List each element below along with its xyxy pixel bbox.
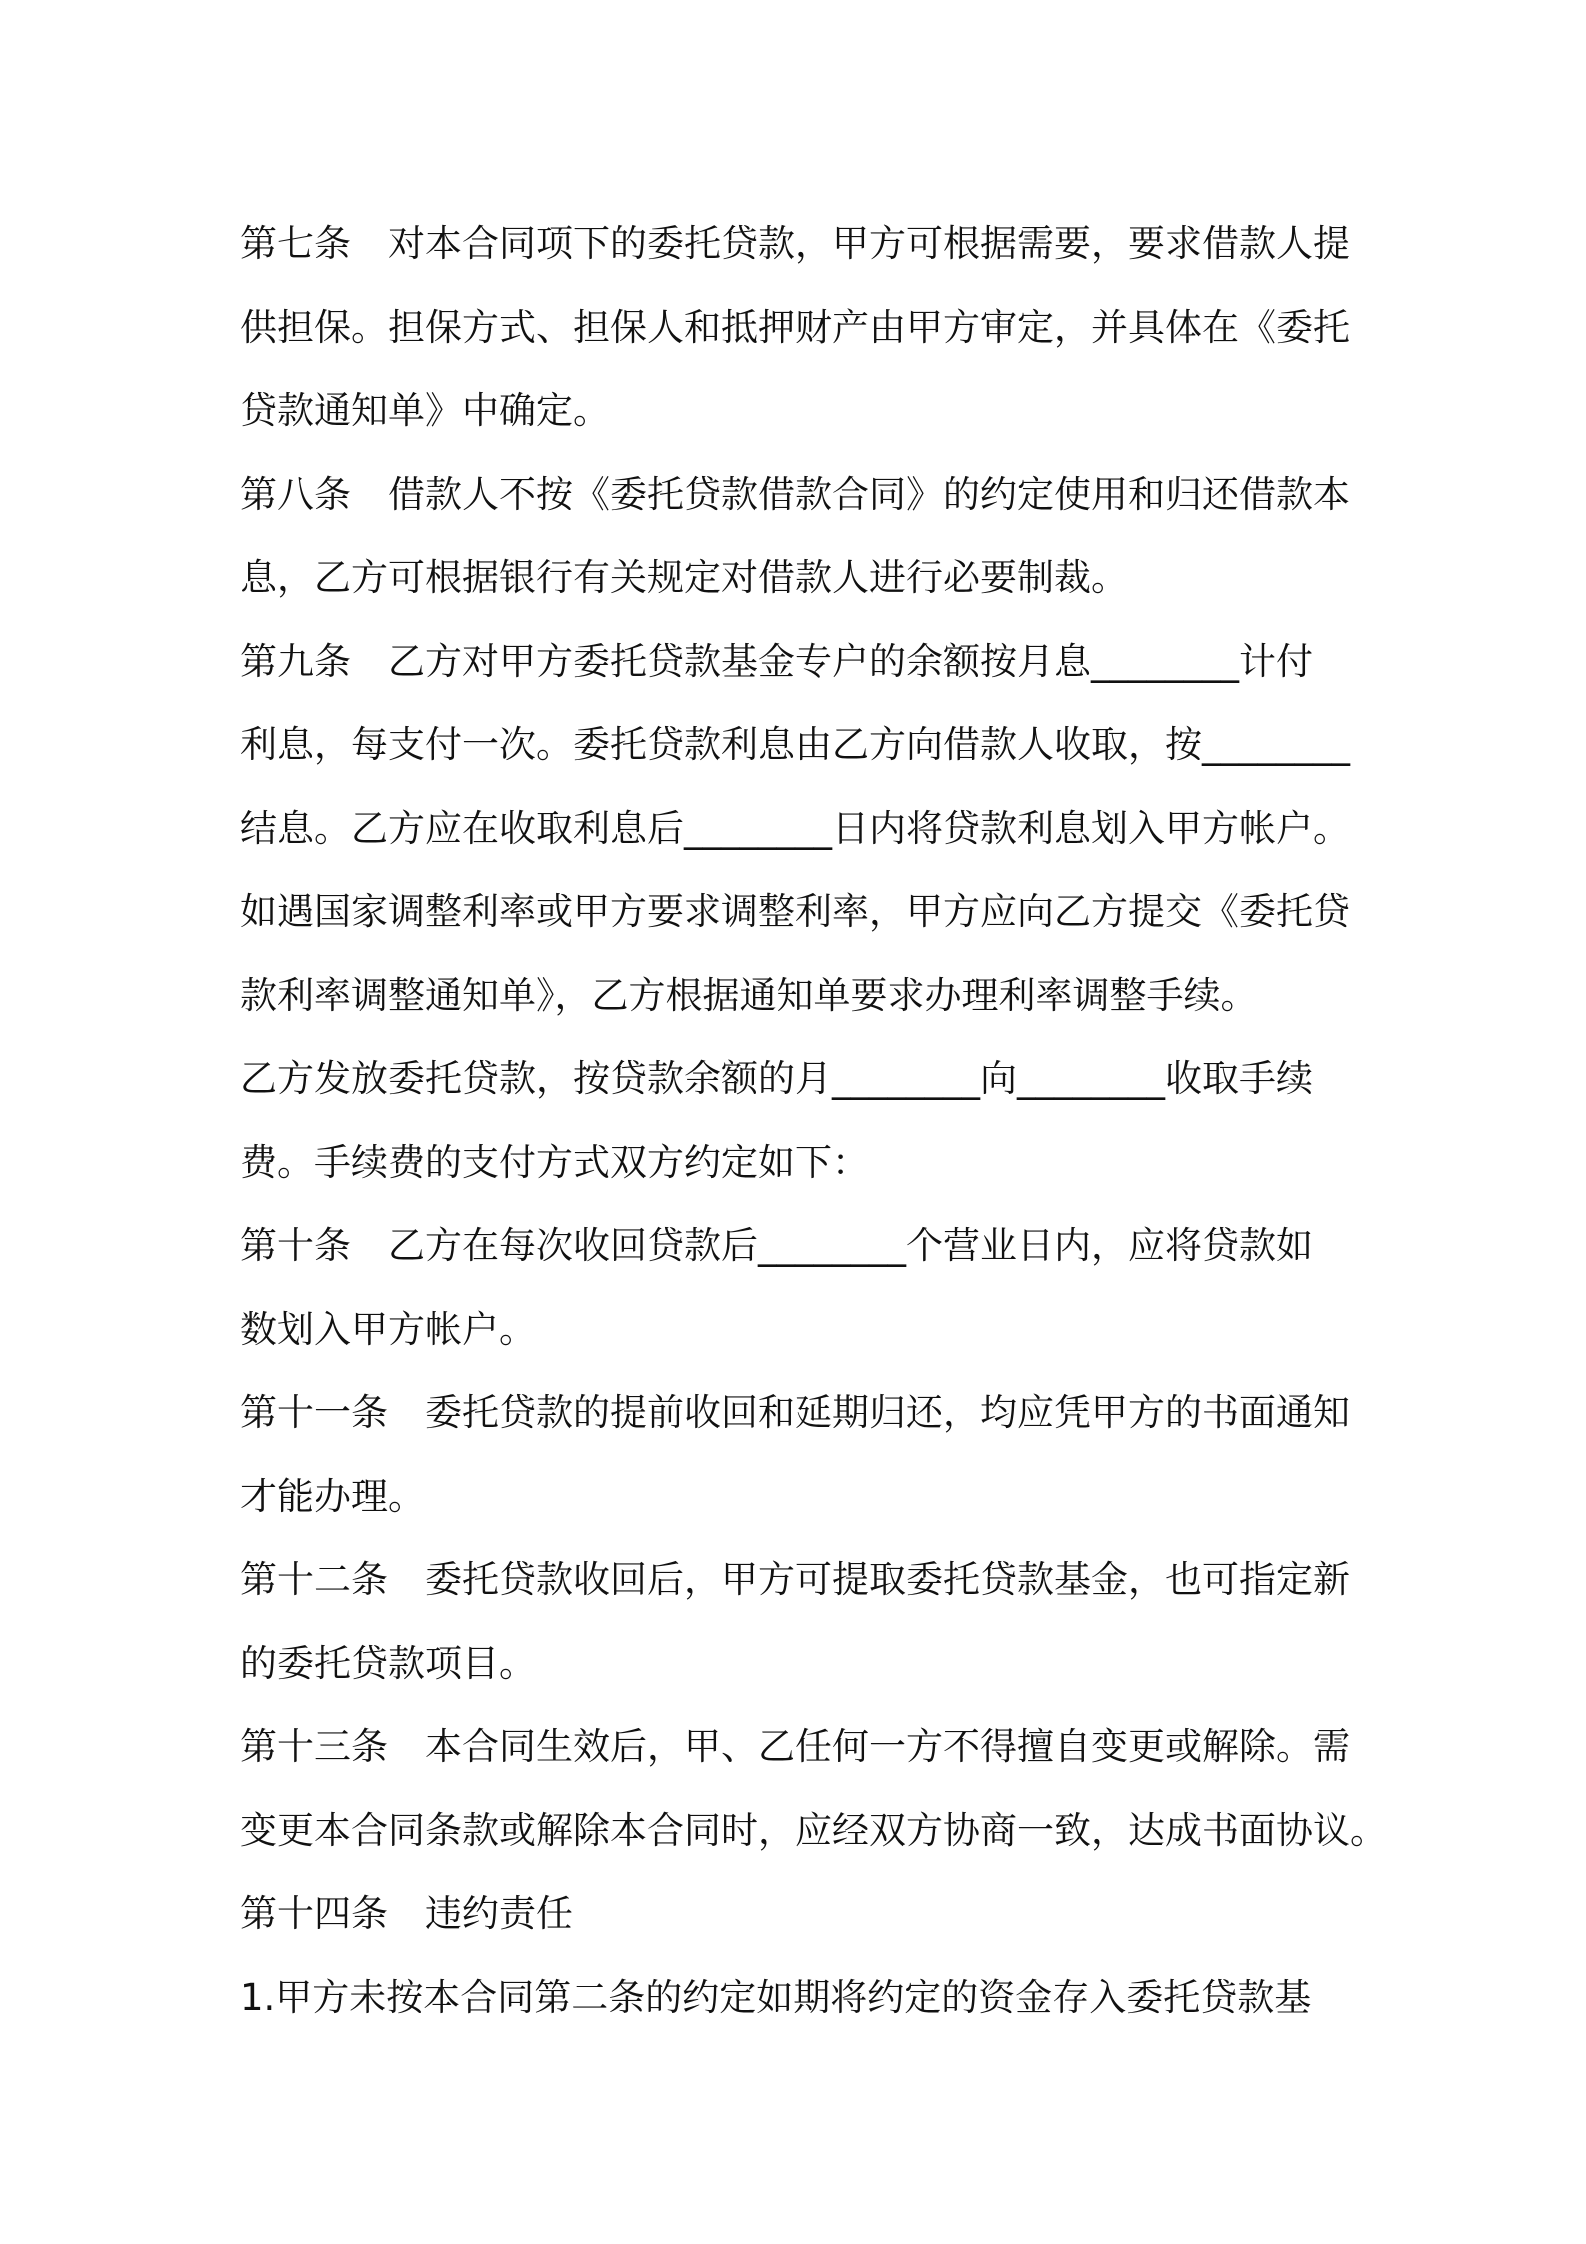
text-line: 如遇国家调整利率或甲方要求调整利率，甲方应向乙方提交《委托贷 — [240, 890, 1350, 933]
text-line: 款利率调整通知单》，乙方根据通知单要求办理利率调整手续。 — [240, 973, 1258, 1017]
text-line: 利息，每支付一次。委托贷款利息由乙方向借款人收取，按________ — [240, 723, 1350, 766]
text-line: 息，乙方可根据银行有关规定对借款人进行必要制裁。 — [240, 556, 1128, 599]
text-line: 第七条 对本合同项下的委托贷款，甲方可根据需要，要求借款人提 — [240, 222, 1350, 265]
text-line: 贷款通知单》中确定。 — [240, 389, 610, 432]
text-line: 第十四条 违约责任 — [240, 1892, 573, 1935]
text-line: 才能办理。 — [240, 1474, 425, 1518]
text-line: 变更本合同条款或解除本合同时，应经双方协商一致，达成书面协议。 — [240, 1808, 1387, 1852]
text-line: 第十二条 委托贷款收回后，甲方可提取委托贷款基金，也可指定新 — [240, 1558, 1350, 1601]
text-line: 结息。乙方应在收取利息后________日内将贷款利息划入甲方帐户。 — [240, 806, 1350, 850]
text-line: 第八条 借款人不按《委托贷款借款合同》的约定使用和归还借款本 — [240, 472, 1350, 516]
text-line: 的委托贷款项目。 — [240, 1641, 536, 1685]
text-line: 第十一条 委托贷款的提前收回和延期归还，均应凭甲方的书面通知 — [240, 1391, 1350, 1434]
text-line: 第九条 乙方对甲方委托贷款基金专户的余额按月息________计付 — [240, 639, 1313, 683]
text-line: 第十条 乙方在每次收回贷款后________个营业日内，应将贷款如 — [240, 1224, 1313, 1267]
text-line: 费。手续费的支付方式双方约定如下： — [240, 1140, 869, 1184]
text-line: 供担保。担保方式、担保人和抵押财产由甲方审定，并具体在《委托 — [240, 305, 1350, 349]
text-line: 乙方发放委托贷款，按贷款余额的月________向________收取手续 — [240, 1057, 1313, 1100]
document-body — [240, 202, 1387, 2039]
text-line: 数划入甲方帐户。 — [240, 1307, 536, 1351]
text-line: 第十三条 本合同生效后，甲、乙任何一方不得擅自变更或解除。需 — [240, 1725, 1350, 1768]
text-line: 1.甲方未按本合同第二条的约定如期将约定的资金存入委托贷款基 — [240, 1975, 1312, 2019]
